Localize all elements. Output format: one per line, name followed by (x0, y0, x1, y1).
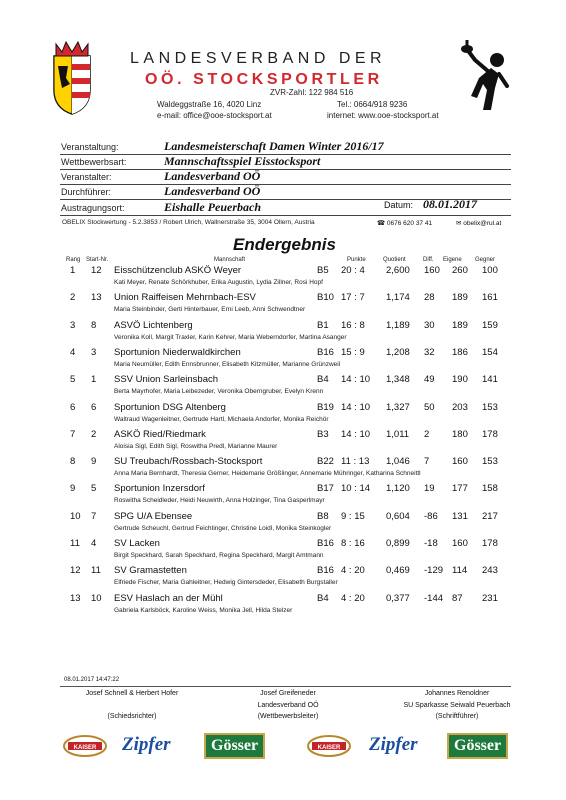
cell-start: 9 (91, 456, 97, 468)
stocksport-player-icon (455, 38, 517, 118)
cell-quotient: 1,189 (386, 319, 410, 331)
team-members: Waltraud Wagenleitner, Gertrude Hartl, Michaela Andorfer, Monika Reichör (114, 415, 329, 423)
col-quotient: Quotient (383, 257, 406, 263)
durchfuehrer-value: Landesverband OÖ (164, 184, 261, 198)
divider (60, 215, 511, 216)
cell-gegner: 243 (482, 565, 498, 577)
cell-gegner: 178 (482, 428, 498, 440)
table-row (0, 538, 566, 566)
cell-punkte: 4 : 20 (341, 592, 365, 604)
cell-punkte: 8 : 16 (341, 538, 365, 549)
cell-team: Union Raiffeisen Mehrnbach-ESV (114, 292, 256, 304)
cell-quotient: 0,377 (386, 592, 410, 604)
cell-diff: 32 (424, 346, 435, 358)
cell-gegner: 153 (482, 401, 498, 413)
cell-diff: 50 (424, 401, 435, 413)
cell-diff: -144 (424, 592, 444, 604)
team-members: Aloisia Sigl, Edith Sigl, Roswitha Predl, Marianne Maurer (114, 442, 278, 450)
org-name-line1: LANDESVERBAND DER (130, 50, 387, 67)
col-gegner: Gegner (475, 257, 496, 263)
col-punkte: Punkte (347, 257, 366, 263)
cell-start: 11 (91, 565, 101, 577)
kaiser-label: KAISER (73, 745, 97, 751)
cell-quotient: 1,011 (386, 428, 410, 440)
zipfer-logo: Zipfer (369, 734, 418, 755)
cell-rang: 6 (70, 401, 76, 413)
table-row (0, 483, 566, 511)
cell-punkte: 4 : 20 (341, 565, 365, 577)
cell-punkte: 14 : 10 (341, 428, 371, 440)
cell-eigene: 189 (452, 292, 468, 304)
kaiser-logo (62, 734, 108, 758)
cell-punkte: 16 : 8 (341, 319, 365, 331)
org-name-line2: OÖ. STOCKSPORTLER (145, 71, 383, 88)
cell-eigene: 160 (452, 456, 468, 468)
cell-punkte: 20 : 4 (341, 265, 365, 276)
cell-quotient: 1,348 (386, 374, 410, 386)
cell-start: 12 (91, 265, 102, 276)
cell-punkte: 17 : 7 (341, 292, 365, 304)
address: Waldeggstraße 16, 4020 Linz (157, 100, 262, 109)
cell-start: 4 (91, 538, 97, 549)
austragungsort-label: Austragungsort: (61, 203, 125, 213)
cell-eigene: 131 (452, 510, 468, 522)
cell-quotient: 1,046 (386, 456, 410, 468)
sig2-name: Josef Greifeneder (260, 690, 316, 697)
cell-diff: 30 (424, 319, 435, 331)
table-row (0, 565, 566, 593)
cell-gegner: 159 (482, 319, 498, 331)
cell-gegner: 217 (482, 510, 498, 522)
cell-gegner: 161 (482, 292, 498, 304)
cell-team: SSV Union Sarleinsbach (114, 374, 219, 386)
wettbewerbsart-label: Wettbewerbsart: (61, 157, 127, 167)
cell-diff: 19 (424, 483, 435, 495)
cell-quotient: 0,469 (386, 565, 410, 577)
cell-eigene: 87 (452, 592, 463, 604)
cell-group: B4 (317, 374, 329, 386)
divider (60, 686, 511, 687)
cell-group: B16 (317, 538, 334, 549)
table-row (0, 402, 566, 430)
sig2-role: (Wettbewerbsleiter) (257, 713, 319, 720)
software-credit: OBELIX Stockwertung - 5.2.3853 / Robert Ulrich, Wallnerstraße 35, 3004 Ollern, Austria (62, 219, 315, 226)
team-members: Maria Steinbinder, Gerti Hinterbauer, Erni Leeb, Anni Schwendtner (114, 306, 306, 314)
cell-eigene: 180 (452, 428, 468, 440)
cell-quotient: 1,174 (386, 292, 410, 304)
zipfer-logo: Zipfer (122, 734, 171, 755)
cell-gegner: 178 (482, 538, 498, 549)
cell-rang: 13 (70, 592, 81, 604)
cell-group: B5 (317, 265, 329, 276)
cell-rang: 10 (70, 510, 81, 522)
veranstalter-value: Landesverband OÖ (164, 169, 261, 183)
cell-group: B4 (317, 592, 329, 604)
cell-gegner: 100 (482, 265, 498, 276)
cell-eigene: 189 (452, 319, 468, 331)
table-row (0, 456, 566, 484)
email: e-mail: office@ooe-stocksport.at (157, 111, 272, 120)
col-startnr: Start-Nr. (86, 257, 109, 263)
team-members: Birgit Speckhard, Sarah Speckhard, Regina Speckhard, Margit Amtmann (114, 552, 324, 559)
cell-start: 1 (91, 374, 97, 386)
team-members: Veronika Koll, Margit Traxler, Karin Kehrer, Maria Weberndorfer, Martina Asanger (114, 333, 347, 341)
sig3-role: (Schriftführer) (435, 713, 479, 720)
sig3-org: SU Sparkasse Seiwald Peuerbach (403, 702, 511, 709)
cell-group: B16 (317, 346, 334, 358)
datum-value: 08.01.2017 (423, 197, 477, 211)
goesser-logo: Gösser (447, 733, 508, 759)
cell-quotient: 2,600 (386, 265, 410, 276)
cell-group: B19 (317, 401, 334, 413)
col-mannschaft: Mannschaft (214, 257, 246, 263)
veranstaltung-value: Landesmeisterschaft Damen Winter 2016/17 (164, 139, 384, 153)
cell-punkte: 10 : 14 (341, 483, 371, 495)
cell-start: 6 (91, 401, 97, 413)
cell-diff: 2 (424, 428, 430, 440)
cell-punkte: 11 : 13 (341, 456, 370, 468)
cell-diff: 7 (424, 456, 430, 468)
cell-group: B1 (317, 319, 329, 331)
cell-punkte: 14 : 10 (341, 374, 371, 386)
divider (60, 169, 511, 170)
cell-team: Sportunion DSG Altenberg (114, 401, 226, 413)
durchfuehrer-label: Durchführer: (61, 187, 112, 197)
cell-rang: 11 (70, 538, 80, 549)
cell-start: 10 (91, 592, 102, 604)
print-timestamp: 08.01.2017 14:47:22 (64, 677, 120, 683)
table-row (0, 292, 566, 320)
col-diff: Diff. (423, 257, 434, 263)
team-members: Berta Mayrhofer, Maria Leibezeder, Veronika Oberngruber, Evelyn Krenn (114, 388, 324, 396)
team-members: Maria Neumüller, Edith Ennsbrunner, Elisabeth Kitzmüller, Marianne Grünzweil (114, 360, 341, 368)
cell-eigene: 203 (452, 401, 468, 413)
cell-punkte: 9 : 15 (341, 510, 365, 522)
cell-group: B17 (317, 483, 334, 495)
team-members: Roswitha Scheidleder, Heidi Neuwirth, Anna Holzinger, Tina Gasperlmayr (114, 497, 325, 505)
cell-punkte: 15 : 9 (341, 346, 365, 358)
cell-eigene: 160 (452, 538, 468, 549)
wettbewerbsart-value: Mannschaftsspiel Eisstocksport (164, 154, 321, 168)
table-row (0, 374, 566, 402)
cell-team: Eisschützenclub ASKÖ Weyer (114, 265, 242, 276)
software-mail: ✉ obelix@rul.at (456, 220, 502, 227)
cell-gegner: 231 (482, 592, 498, 604)
cell-gegner: 158 (482, 483, 498, 495)
sig2-org: Landesverband OÖ (257, 702, 319, 709)
cell-group: B16 (317, 565, 334, 577)
cell-gegner: 141 (482, 374, 498, 386)
table-row (0, 511, 566, 539)
cell-rang: 5 (70, 374, 76, 386)
sig1-role: (Schiedsrichter) (107, 713, 157, 720)
cell-group: B3 (317, 428, 329, 440)
cell-quotient: 0,604 (386, 510, 410, 522)
table-row (0, 593, 566, 621)
cell-rang: 12 (70, 565, 81, 577)
datum-label: Datum: (384, 200, 414, 210)
cell-gegner: 153 (482, 456, 498, 468)
sig3-name: Johannes Renoldner (424, 690, 490, 697)
cell-start: 7 (91, 510, 97, 522)
cell-eigene: 177 (452, 483, 468, 495)
page-title: Endergebnis (233, 235, 336, 254)
cell-group: B10 (317, 292, 334, 304)
table-row (0, 429, 566, 457)
cell-quotient: 1,120 (386, 483, 410, 495)
cell-team: ASKÖ Ried/Riedmark (114, 428, 206, 440)
kaiser-label: KAISER (317, 745, 341, 751)
table-row (0, 265, 566, 293)
cell-diff: -18 (424, 538, 438, 549)
cell-start: 3 (91, 346, 97, 358)
cell-team: ASVÖ Lichtenberg (114, 319, 193, 331)
cell-rang: 8 (70, 456, 76, 468)
cell-team: SV Gramastetten (114, 565, 187, 577)
website: internet: www.ooe-stocksport.at (327, 111, 439, 120)
cell-rang: 7 (70, 428, 76, 440)
cell-quotient: 0,899 (386, 538, 410, 549)
col-rang: Rang (66, 257, 81, 263)
sig1-name: Josef Schnell & Herbert Hofer (85, 690, 179, 697)
cell-team: Sportunion Niederwaldkirchen (114, 346, 241, 358)
team-members: Gabriela Karlsböck, Karoline Weiss, Monika Jell, Hilda Stelzer (114, 606, 293, 614)
kaiser-logo (306, 734, 352, 758)
table-row (0, 320, 566, 348)
cell-rang: 3 (70, 319, 76, 331)
team-members: Anna Maria Bernhardt, Theresia Gerner, Heidemarie Größlinger, Annemarie Mühringer, Katharina Schneittl (114, 470, 421, 478)
cell-rang: 2 (70, 292, 76, 304)
table-row (0, 347, 566, 375)
cell-rang: 9 (70, 483, 76, 495)
cell-group: B8 (317, 510, 329, 522)
cell-rang: 4 (70, 346, 76, 358)
cell-team: SV Lacken (114, 538, 160, 549)
veranstaltung-label: Veranstaltung: (61, 142, 119, 152)
cell-quotient: 1,208 (386, 346, 410, 358)
veranstalter-label: Veranstalter: (61, 172, 112, 182)
cell-eigene: 114 (452, 565, 468, 577)
cell-diff: 28 (424, 292, 435, 304)
cell-eigene: 190 (452, 374, 468, 386)
software-phone: ☎ 0676 620 37 41 (377, 220, 433, 227)
cell-eigene: 186 (452, 346, 468, 358)
cell-start: 2 (91, 428, 97, 440)
cell-start: 5 (91, 483, 97, 495)
cell-eigene: 260 (452, 265, 468, 276)
cell-gegner: 154 (482, 346, 498, 358)
cell-team: ESV Haslach an der Mühl (114, 592, 223, 604)
team-members: Kati Meyer, Renate Schörkhuber, Erika Augustin, Lydia Zillner, Rosi Hopf (114, 279, 323, 286)
telephone: Tel.: 0664/918 9236 (337, 100, 408, 109)
cell-team: SU Treubach/Rossbach-Stocksport (114, 456, 263, 468)
team-members: Gertrude Scheuchl, Gertrud Feichtinger, Christine Loidl, Monika Steinkogler (114, 524, 332, 532)
cell-diff: -86 (424, 510, 438, 522)
goesser-logo: Gösser (204, 733, 265, 759)
cell-team: Sportunion Inzersdorf (114, 483, 205, 495)
cell-group: B22 (317, 456, 334, 468)
cell-team: SPG U/A Ebensee (114, 510, 193, 522)
cell-diff: -129 (424, 565, 444, 577)
upper-austria-crest-icon (44, 38, 100, 116)
cell-quotient: 1,327 (386, 401, 410, 413)
cell-start: 13 (91, 292, 102, 304)
cell-diff: 160 (424, 265, 440, 276)
divider (60, 184, 511, 185)
austragungsort-value: Eishalle Peuerbach (164, 200, 262, 214)
col-eigene: Eigene (443, 257, 462, 263)
cell-diff: 49 (424, 374, 435, 386)
team-members: Elfriede Fischer, Maria Gahleitner, Hedwig Gintersdeder, Elisabeth Burgstaller (114, 579, 338, 587)
cell-punkte: 14 : 10 (341, 401, 371, 413)
cell-start: 8 (91, 319, 97, 331)
cell-rang: 1 (70, 265, 76, 276)
zvr-number: ZVR-Zahl: 122 984 516 (270, 88, 354, 97)
